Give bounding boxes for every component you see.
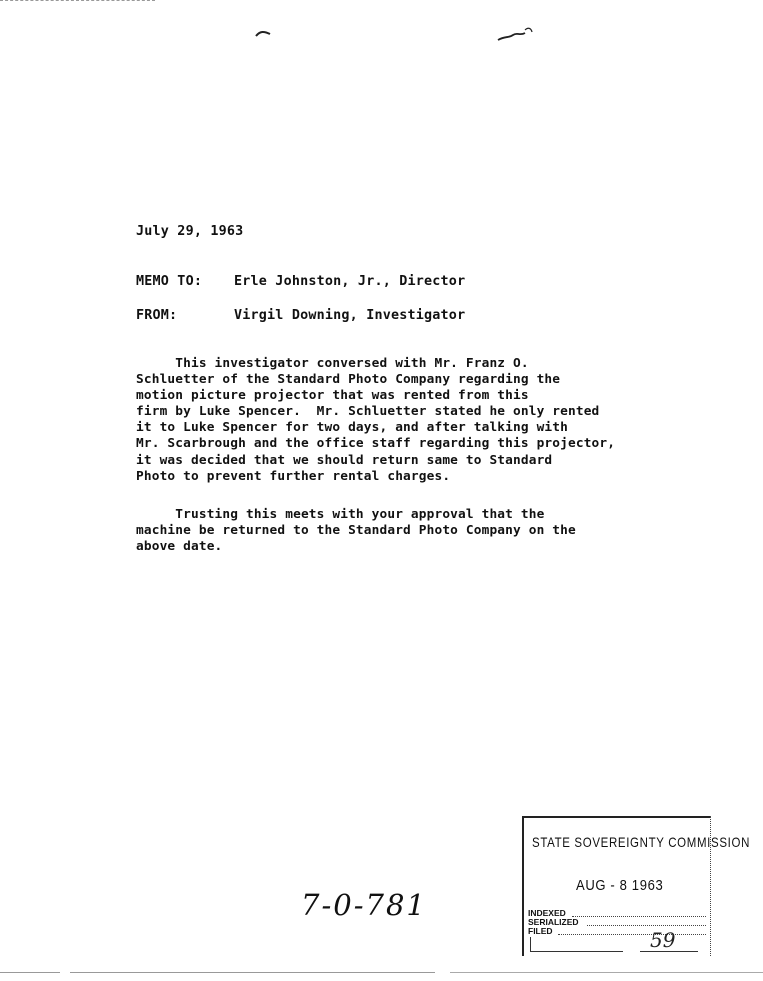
- memo-date: July 29, 1963: [136, 224, 244, 239]
- pen-mark-left: [255, 30, 271, 38]
- stamp-field-indexed: INDEXED: [528, 908, 566, 918]
- top-dashed-edge: [0, 0, 155, 3]
- stamp-field-serialized: SERIALIZED: [528, 917, 579, 927]
- from-label: FROM:: [136, 308, 178, 323]
- stamp-field-filed: FILED: [528, 926, 553, 936]
- body-paragraph-1: This investigator conversed with Mr. Franz O. Schluetter of the Standard Photo Company regarding the motion picture projector that was rented from this firm by Luke Spencer. Mr. Schluetter stated he only rented it to Luke Spencer for two days, and after talking with Mr. Scarbrough and the office staff regarding this projector, it was decided that we should return same to Standard Photo to prevent further rental charges.: [136, 356, 616, 484]
- bottom-rule-right: [450, 972, 763, 973]
- stamp-box: [530, 937, 623, 952]
- bottom-rule-left: [0, 972, 60, 973]
- stamp-handwritten-initial: 59: [650, 928, 676, 952]
- from-row: [136, 308, 465, 323]
- pen-mark-right: [497, 26, 535, 44]
- body-paragraph-2: Trusting this meets with your approval that the machine be returned to the Standard Photo Company on the above date.: [136, 507, 576, 555]
- memo-to-label: MEMO TO:: [136, 274, 203, 289]
- stamp-dots-indexed: [572, 916, 706, 917]
- handwritten-file-number: 7-0-781: [301, 888, 427, 922]
- stamp-frame-top: [522, 816, 710, 818]
- stamp-dots-filed: [558, 934, 706, 935]
- from-value: Virgil Downing, Investigator: [234, 308, 466, 323]
- stamp-title: STATE SOVEREIGNTY COMMISSION: [532, 834, 751, 850]
- stamp-date: AUG - 8 1963: [576, 878, 664, 894]
- stamp-dots-serialized: [587, 925, 706, 926]
- memo-to-row: [136, 274, 465, 289]
- stamp-frame-left: [522, 816, 524, 956]
- bottom-rule-middle: [70, 972, 435, 973]
- memo-to-value: Erle Johnston, Jr., Director: [234, 274, 466, 289]
- received-stamp: [522, 816, 751, 961]
